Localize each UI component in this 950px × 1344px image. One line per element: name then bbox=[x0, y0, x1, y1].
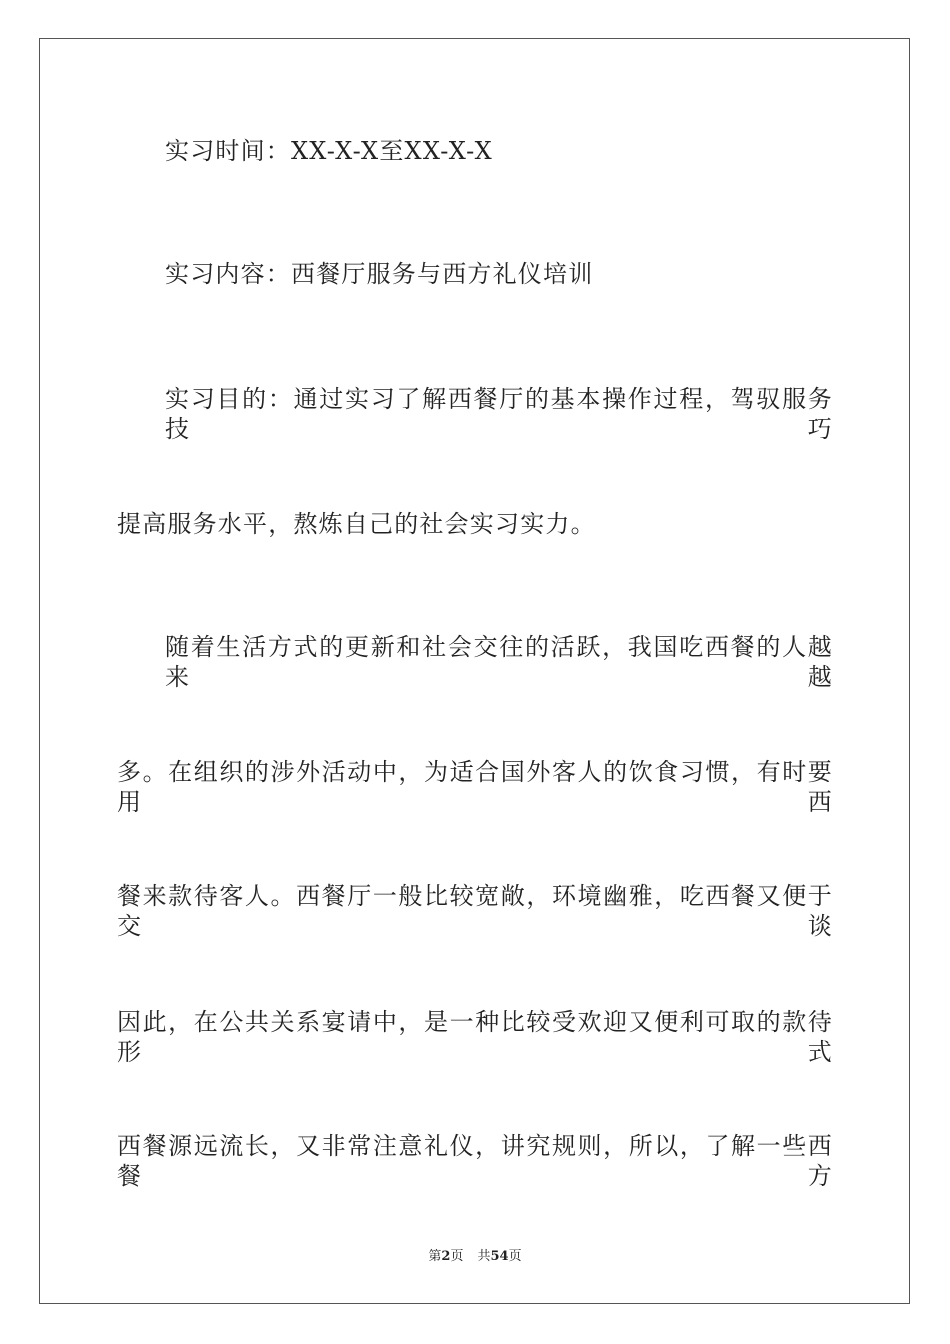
paragraph-line: 多。在组织的涉外活动中，为适合国外客人的饮食习惯，有时要用西 bbox=[117, 758, 833, 816]
internship-content-line: 实习内容：西餐厅服务与西方礼仪培训 bbox=[165, 260, 594, 288]
page-number: 2 bbox=[441, 1249, 451, 1264]
paragraph-line: 随着生活方式的更新和社会交往的活跃，我国吃西餐的人越来越 bbox=[165, 633, 833, 691]
internship-purpose-continued-line: 提高服务水平，熬炼自己的社会实习实力。 bbox=[117, 510, 596, 538]
internship-time-line: 实习时间：XX-X-X至XX-X-X bbox=[165, 137, 493, 165]
page-prefix: 第 bbox=[428, 1249, 442, 1264]
total-pages: 54 bbox=[490, 1249, 509, 1264]
paragraph-line: 西餐源远流长，又非常注意礼仪，讲究规则，所以，了解一些西餐方 bbox=[117, 1132, 833, 1190]
paragraph-line: 因此，在公共关系宴请中，是一种比较受欢迎又便利可取的款待形式 bbox=[117, 1008, 833, 1066]
internship-purpose-line: 实习目的：通过实习了解西餐厅的基本操作过程，驾驭服务技巧 bbox=[165, 385, 833, 443]
page-suffix: 页 bbox=[450, 1249, 464, 1264]
page-footer bbox=[0, 1248, 950, 1266]
total-prefix: 共 bbox=[477, 1249, 491, 1264]
paragraph-line: 餐来款待客人。西餐厅一般比较宽敞，环境幽雅，吃西餐又便于交谈 bbox=[117, 882, 833, 940]
total-suffix: 页 bbox=[508, 1249, 522, 1264]
